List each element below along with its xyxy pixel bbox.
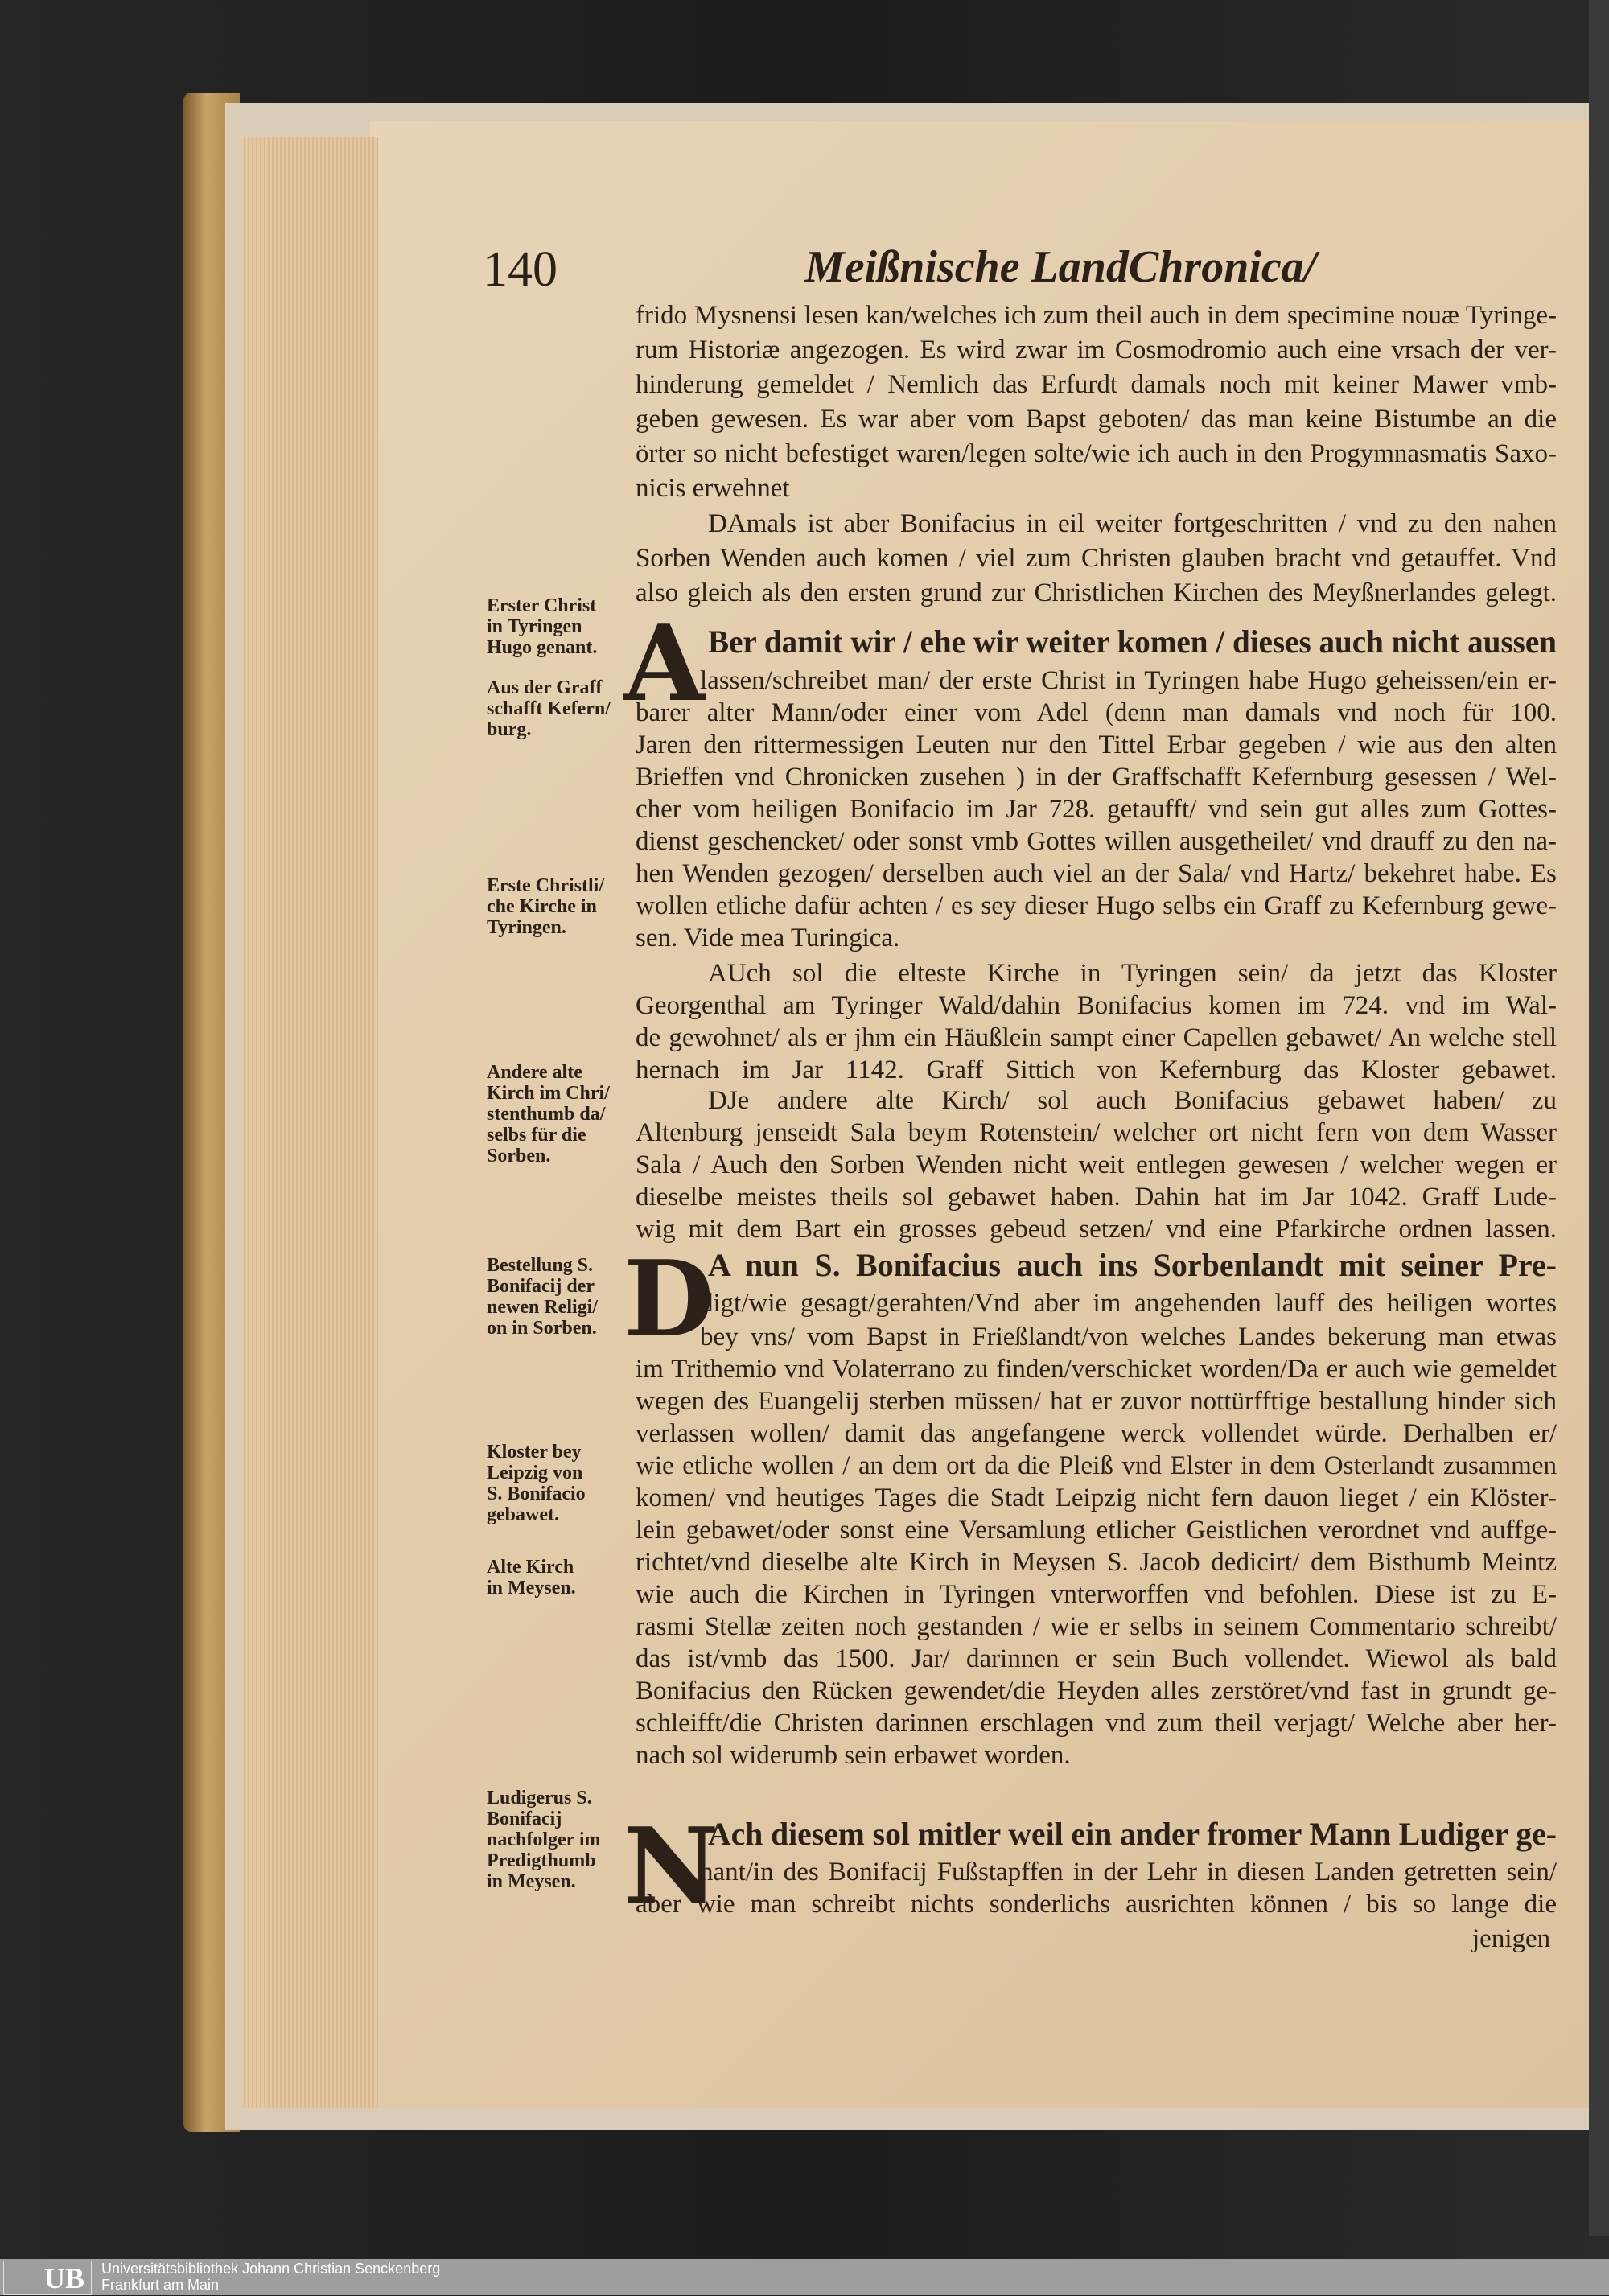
text-line: Ach diesem sol mitler weil ein ander fromer Mann Ludiger ge- (708, 1816, 1557, 1852)
text-line: dieselbe meistes theils sol gebawet haben. Dahin hat im Jar 1042. Graff Lude- (636, 1183, 1557, 1212)
text-line: wig mit dem Bart ein grosses gebeud setzen/ vnd eine Pfarkirche ordnen lassen. (636, 1215, 1557, 1244)
text-line: AUch sol die elteste Kirche in Tyringen sein/ da jetzt das Kloster (708, 959, 1557, 988)
margin-note-line: newen Religi/ (487, 1297, 598, 1318)
margin-note-line: schafft Kefern/ (487, 698, 611, 719)
margin-note-line: Sorben. (487, 1146, 551, 1167)
text-line: rum Historiæ angezogen. Es wird zwar im Cosmodromio auch eine vrsach der ver- (636, 335, 1557, 364)
margin-note-line: in Meysen. (487, 1871, 576, 1892)
text-line: de gewohnet/ als er jhm ein Häußlein sampt einer Capellen gebawet/ An welche stell (636, 1023, 1557, 1052)
text-line: örter so nicht befestiget waren/legen solte/wie ich auch in den Progymnasmatis Saxo- (636, 439, 1557, 468)
institution-city: Frankfurt am Main (101, 2277, 220, 2293)
running-title: Meißnische LandChronica/ (804, 242, 1317, 292)
institution-name: Universitätsbibliothek Johann Christian Senckenberg (101, 2261, 441, 2277)
text-line: rasmi Stellæ zeiten noch gestanden / wie er selbs in seinem Commentario schreibt/ (636, 1612, 1557, 1641)
page-number: 140 (483, 242, 558, 297)
page-edges (241, 137, 378, 2108)
text-line: DAmals ist aber Bonifacius in eil weiter fortgeschritten / vnd zu den nahen (708, 509, 1557, 538)
drop-cap-initial: D (623, 1237, 714, 1360)
text-line: bey vns/ vom Bapst in Frießlandt/von welches Landes bekerung man etwas (700, 1323, 1557, 1352)
scan-border (1589, 0, 1609, 2236)
text-line: DJe andere alte Kirch/ sol auch Bonifacius gebawet haben/ zu (708, 1086, 1557, 1115)
text-line: richtet/vnd dieselbe alte Kirch in Meysen S. Jacob dedicirt/ dem Bisthumb Meintz (636, 1548, 1557, 1577)
drop-cap-initial: N (623, 1804, 719, 1928)
margin-note-line: selbs für die (487, 1125, 586, 1146)
text-line: Brieffen vnd Chronicken zusehen ) in der Graffschafft Kefernburg gesessen / Wel- (636, 763, 1557, 792)
drop-cap-initial: A (623, 602, 705, 725)
text-line: nicis erwehnet (636, 474, 790, 503)
margin-note-line: Predigthumb (487, 1850, 596, 1871)
margin-note-line: Bonifacij der (487, 1276, 595, 1297)
text-line: Sorben Wenden auch komen / viel zum Christen glauben bracht vnd getauffet. Vnd (636, 544, 1557, 573)
margin-note-line: Kirch im Chri/ (487, 1083, 610, 1104)
text-line: also gleich als den ersten grund zur Christlichen Kirchen des Meyßnerlandes gelegt. (636, 578, 1557, 607)
margin-note-line: Erster Christ (487, 595, 597, 616)
text-line: frido Mysnensi lesen kan/welches ich zum theil auch in dem specimine nouæ Tyringe- (636, 301, 1557, 330)
text-line: verlassen wollen/ damit das angefangene werck vollendet würde. Derhalben er/ (636, 1419, 1557, 1448)
text-line: cher vom heiligen Bonifacio im Jar 728. getaufft/ vnd sein gut alles zum Gottes- (636, 795, 1557, 824)
text-line: Georgenthal am Tyringer Wald/dahin Bonifacius komen im 724. vnd im Wal- (636, 991, 1557, 1020)
text-line: nach sol widerumb sein erbawet worden. (636, 1741, 1071, 1770)
margin-note-line: Bonifacij (487, 1808, 562, 1829)
margin-note-line: Alte Kirch (487, 1557, 574, 1578)
margin-note-line: che Kirche in (487, 896, 597, 917)
text-line: geben gewesen. Es war aber vom Bapst geboten/ das man keine Bistumbe an die (636, 405, 1557, 434)
text-line: aber wie man schreibt nichts sonderlichs ausrichten können / bis so lange die (636, 1890, 1557, 1919)
text-line: hen Wenden gezogen/ derselben auch viel an der Sala/ vnd Hartz/ bekehret habe. Es (636, 859, 1557, 888)
text-line: Ber damit wir / ehe wir weiter komen / dieses auch nicht aussen (708, 623, 1557, 660)
text-line: Sala / Auch den Sorben Wenden nicht weit entlegen gewesen / welcher wegen er (636, 1150, 1557, 1179)
margin-note-line: nachfolger im (487, 1829, 601, 1850)
margin-note-line: S. Bonifacio (487, 1483, 586, 1504)
margin-note-line: Kloster bey (487, 1442, 582, 1463)
ub-logo: UB (3, 2261, 92, 2295)
text-line: im Trithemio vnd Volaterrano zu finden/verschicket worden/Da er auch wie gemeldet (636, 1355, 1557, 1384)
text-line: A nun S. Bonifacius auch ins Sorbenlandt mit seiner Pre- (708, 1247, 1557, 1283)
text-line: nant/in des Bonifacij Fußstapffen in der Lehr in diesen Landen getretten sein/ (700, 1858, 1557, 1887)
margin-note-line: Aus der Graff (487, 677, 603, 698)
text-line: lassen/schreibet man/ der erste Christ in Tyringen habe Hugo geheissen/ein er- (700, 666, 1557, 695)
text-line: Jaren den rittermessigen Leuten nur den Tittel Erbar gegeben / wie aus den alten (636, 730, 1557, 759)
margin-note-line: Leipzig von (487, 1463, 583, 1483)
margin-note-line: burg. (487, 719, 532, 740)
margin-note-line: Erste Christli/ (487, 875, 604, 896)
text-line: barer alter Mann/oder einer vom Adel (denn man damals vnd noch für 100. (636, 698, 1557, 727)
margin-note-line: Ludigerus S. (487, 1788, 592, 1808)
text-line: hernach im Jar 1142. Graff Sittich von Kefernburg das Kloster gebawet. (636, 1055, 1557, 1084)
text-line: sen. Vide mea Turingica. (636, 924, 900, 953)
margin-note-line: Hugo genant. (487, 637, 598, 658)
margin-note-line: gebawet. (487, 1504, 559, 1525)
margin-note-line: on in Sorben. (487, 1318, 597, 1339)
margin-note-line: Andere alte (487, 1062, 582, 1083)
margin-note-line: in Tyringen (487, 616, 582, 637)
margin-note-line: stenthumb da/ (487, 1104, 606, 1125)
margin-note-line: in Meysen. (487, 1578, 576, 1599)
margin-note-line: Bestellung S. (487, 1255, 594, 1276)
text-line: dienst geschencket/ oder sonst vmb Gottes willen ausgetheilet/ vnd drauff zu den na- (636, 827, 1557, 856)
text-line: schleifft/die Christen darinnen erschlagen vnd zum theil verjagt/ Welche aber her- (636, 1709, 1557, 1738)
text-line: komen/ vnd heutiges Tages die Stadt Leipzig nicht fern dauon lieget / ein Klöster- (636, 1483, 1557, 1512)
text-line: Bonifacius den Rücken gewendet/die Heyden alles zerstöret/vnd fast in grundt ge- (636, 1677, 1557, 1706)
text-line: digt/wie gesagt/gerahten/Vnd aber im angehenden lauff des heiligen wortes (700, 1289, 1557, 1318)
text-line: wie etliche wollen / an dem ort da die Pleiß vnd Elster in dem Osterlandt zusammen (636, 1451, 1557, 1480)
text-line: wie auch die Kirchen in Tyringen vnterworffen vnd befohlen. Diese ist zu E- (636, 1580, 1557, 1609)
text-line: wollen etliche dafür achten / es sey dieser Hugo selbs ein Graff zu Kefernburg gewe- (636, 891, 1557, 920)
text-line: wegen des Euangelij sterben müssen/ hat er zuvor nottürfftige bestallung hinder sich (636, 1387, 1557, 1416)
text-line: hinderung gemeldet / Nemlich das Erfurdt damals noch mit keiner Mawer vmb- (636, 370, 1557, 399)
margin-note-line: Tyringen. (487, 917, 566, 938)
text-line: lein gebawet/oder sonst eine Versamlung etlicher Geistlichen verordnet vnd auffge- (636, 1516, 1557, 1545)
text-line: jenigen (1472, 1924, 1551, 1953)
text-line: das ist/vmb das 1500. Jar/ darinnen er sein Buch vollendet. Wiewol als bald (636, 1644, 1557, 1673)
text-line: Altenburg jenseidt Sala beym Rotenstein/ welcher ort nicht fern von dem Wasser (636, 1118, 1557, 1147)
